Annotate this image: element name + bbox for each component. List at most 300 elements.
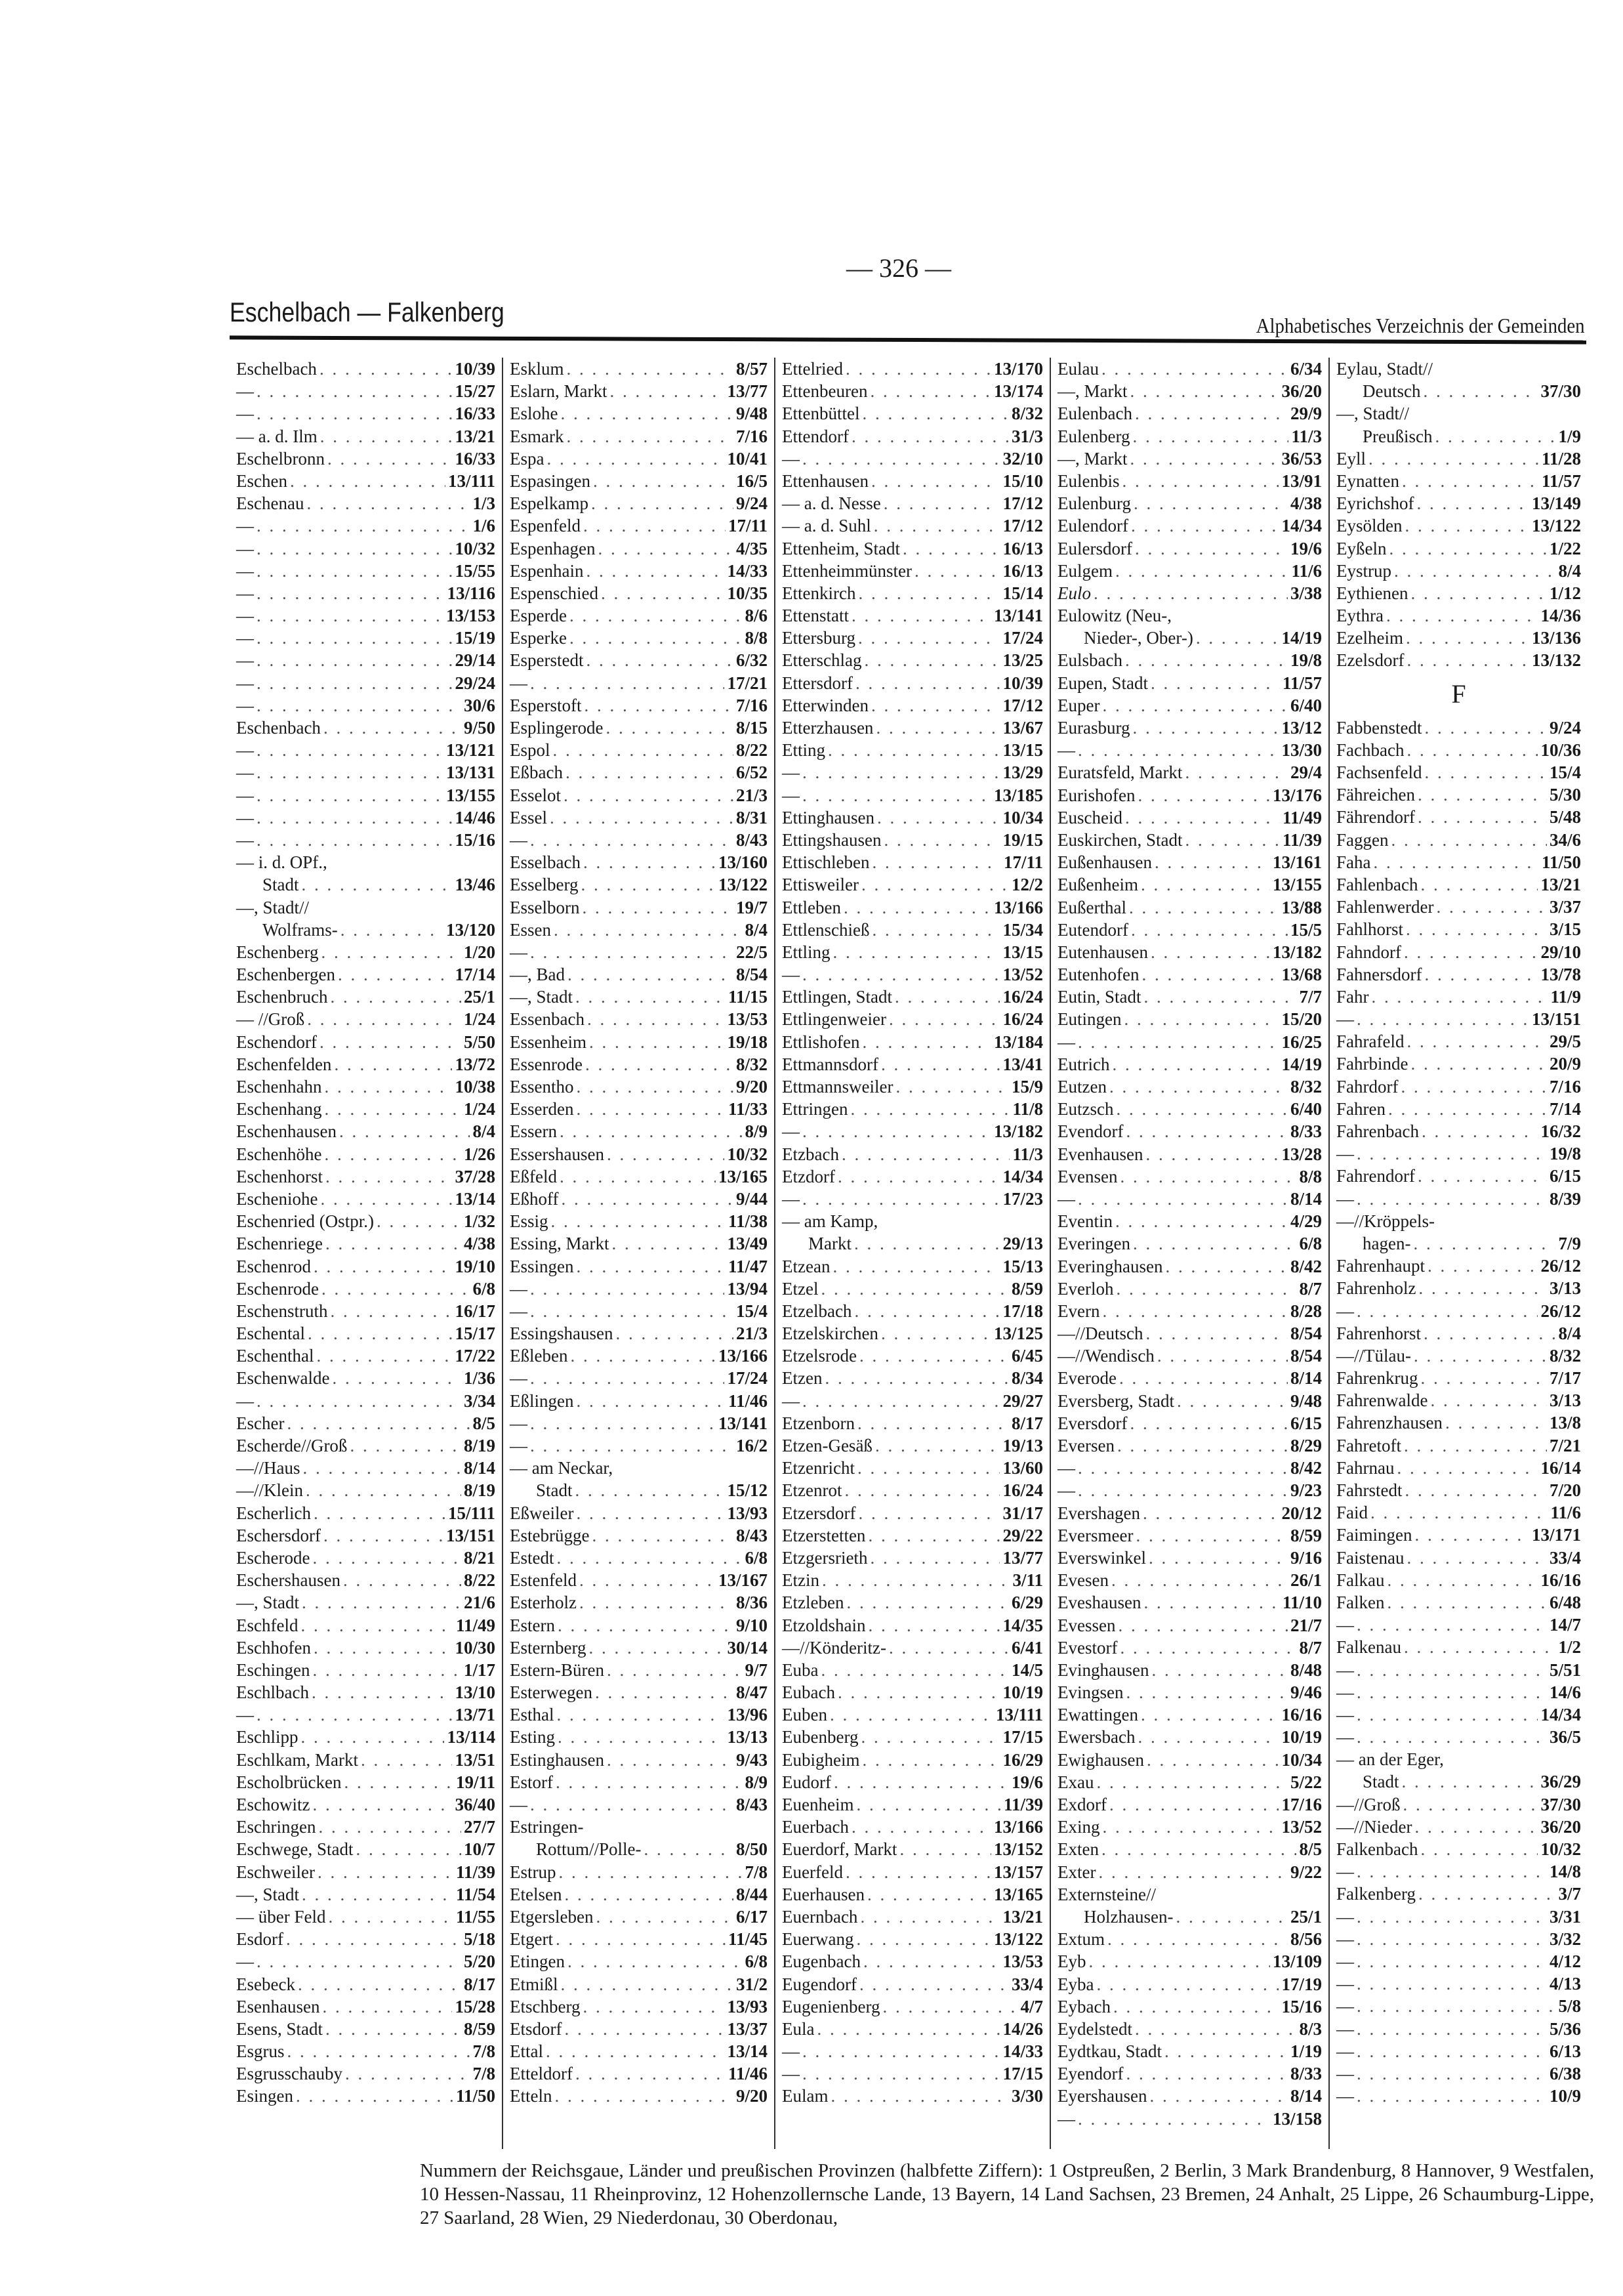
place-name: — bbox=[236, 538, 254, 558]
region-reference: 14/34 bbox=[1002, 1166, 1043, 1186]
place-name: — bbox=[1336, 1727, 1354, 1747]
place-name: Eyll bbox=[1336, 448, 1366, 469]
dot-leader bbox=[325, 2018, 461, 2040]
region-reference: 14/34 bbox=[1281, 516, 1322, 536]
dot-leader bbox=[846, 358, 991, 380]
index-entry bbox=[1336, 1883, 1581, 1905]
place-name: Esenhausen bbox=[236, 1996, 320, 2016]
region-reference: 25/1 bbox=[1290, 1906, 1322, 1927]
region-reference: 13/51 bbox=[455, 1749, 495, 1770]
dot-leader bbox=[864, 649, 1000, 671]
place-name: Essen bbox=[510, 919, 551, 940]
index-entry bbox=[236, 380, 495, 402]
place-name: Eulsbach bbox=[1058, 650, 1122, 671]
dot-leader bbox=[589, 1031, 725, 1053]
index-entry bbox=[782, 941, 1043, 963]
place-name: — bbox=[236, 1952, 254, 1972]
region-reference: 29/24 bbox=[455, 673, 495, 693]
dot-leader bbox=[1406, 918, 1547, 940]
region-reference: 13/13 bbox=[727, 1727, 768, 1747]
place-name: Wolframs- bbox=[262, 919, 338, 940]
dot-leader bbox=[858, 1502, 1000, 1524]
index-entry bbox=[236, 1771, 495, 1793]
place-name: Estenfeld bbox=[510, 1570, 577, 1591]
dot-leader bbox=[583, 514, 726, 537]
place-name: —, Stadt// bbox=[1336, 404, 1410, 424]
index-entry bbox=[1058, 739, 1322, 761]
place-name: Faistenau bbox=[1336, 1547, 1405, 1568]
dot-leader bbox=[903, 537, 1000, 560]
index-entry bbox=[782, 1771, 1043, 1793]
place-name: Rottum//Polle- bbox=[536, 1839, 642, 1860]
region-reference: 19/11 bbox=[455, 1772, 495, 1792]
dot-leader bbox=[838, 1165, 1000, 1188]
dot-leader bbox=[1149, 2085, 1288, 2107]
place-name: Eulenbach bbox=[1058, 404, 1132, 424]
region-reference: 26/12 bbox=[1540, 1301, 1581, 1321]
index-entry bbox=[782, 1502, 1043, 1524]
dot-leader bbox=[855, 672, 1000, 694]
region-reference: 36/29 bbox=[1540, 1772, 1581, 1792]
dot-leader bbox=[1135, 2018, 1297, 2040]
index-entry bbox=[1058, 1210, 1322, 1232]
dot-leader bbox=[598, 537, 733, 560]
region-reference: 15/4 bbox=[1549, 762, 1581, 782]
dot-leader bbox=[846, 1591, 1009, 1614]
dot-leader bbox=[312, 1681, 453, 1703]
place-name: Eschlbach bbox=[236, 1682, 309, 1703]
region-reference: 7/8 bbox=[472, 2064, 495, 2084]
region-reference: 13/41 bbox=[1002, 1054, 1043, 1074]
place-name: Faggen bbox=[1336, 829, 1389, 850]
dot-leader bbox=[596, 1906, 733, 1928]
dot-leader bbox=[1406, 627, 1529, 649]
index-entry bbox=[510, 1793, 768, 1816]
place-name: Eubigheim bbox=[782, 1749, 860, 1770]
region-reference: 13/14 bbox=[727, 2041, 768, 2062]
region-reference: 13/78 bbox=[1540, 964, 1581, 984]
place-name: Eversen bbox=[1058, 1436, 1115, 1455]
place-name: Estorf bbox=[510, 1772, 553, 1792]
dot-leader bbox=[287, 1412, 470, 1434]
region-reference: 6/8 bbox=[472, 1278, 495, 1299]
dot-leader bbox=[1410, 582, 1547, 604]
dot-leader bbox=[576, 1502, 724, 1524]
place-name: Essingen bbox=[510, 1256, 574, 1276]
index-entry bbox=[236, 1278, 495, 1300]
region-reference: 8/31 bbox=[735, 807, 768, 827]
index-entry bbox=[510, 806, 768, 829]
index-entry bbox=[1058, 1906, 1322, 1928]
dot-leader bbox=[1132, 717, 1279, 739]
place-name: Euerwang bbox=[782, 1929, 854, 1950]
index-entry bbox=[1336, 402, 1581, 425]
dot-leader bbox=[257, 604, 443, 627]
region-reference: 14/36 bbox=[1540, 606, 1581, 626]
dot-leader bbox=[1151, 672, 1280, 694]
index-entry bbox=[236, 672, 495, 694]
region-reference: 29/27 bbox=[1002, 1390, 1043, 1411]
place-name: Etzenborn bbox=[782, 1413, 855, 1433]
dot-leader bbox=[257, 537, 452, 560]
place-name: Eschenhorst bbox=[236, 1166, 323, 1186]
region-reference: 11/46 bbox=[728, 1390, 768, 1411]
region-reference: 11/28 bbox=[1541, 448, 1581, 469]
place-name: Eschenhahn bbox=[236, 1077, 322, 1096]
index-entry bbox=[510, 448, 768, 470]
place-name: Escheniohe bbox=[236, 1188, 318, 1209]
dot-leader bbox=[1177, 1390, 1288, 1412]
index-entry bbox=[782, 1569, 1043, 1591]
index-entry bbox=[1058, 1120, 1322, 1142]
place-name: Fahrenzhausen bbox=[1336, 1413, 1443, 1433]
region-reference: 13/157 bbox=[993, 1862, 1043, 1882]
place-name: Eula bbox=[782, 2018, 815, 2039]
index-entry bbox=[236, 1637, 495, 1659]
region-reference: 31/17 bbox=[1002, 1503, 1043, 1523]
dot-leader bbox=[822, 1569, 1010, 1591]
region-reference: 1/36 bbox=[463, 1368, 495, 1388]
region-reference: 13/77 bbox=[727, 381, 768, 402]
region-reference: 16/16 bbox=[1281, 1705, 1322, 1725]
dot-leader bbox=[1418, 1165, 1547, 1187]
place-name: Esklum bbox=[510, 359, 564, 379]
index-entry bbox=[1336, 1030, 1581, 1053]
index-entry bbox=[1058, 672, 1322, 694]
region-reference: 13/93 bbox=[727, 1996, 768, 2016]
region-reference: 11/39 bbox=[1003, 1795, 1043, 1814]
index-entry bbox=[782, 1390, 1043, 1412]
index-entry bbox=[1336, 1770, 1581, 1793]
region-reference: 11/57 bbox=[1282, 673, 1322, 693]
region-reference: 8/28 bbox=[1290, 1301, 1322, 1321]
dot-leader bbox=[802, 963, 1000, 986]
region-reference: 10/19 bbox=[1281, 1727, 1322, 1747]
region-reference: 8/5 bbox=[472, 1413, 495, 1433]
index-entry bbox=[1336, 1457, 1581, 1479]
index-entry bbox=[510, 1232, 768, 1255]
dot-leader bbox=[1357, 1860, 1547, 1883]
dot-leader bbox=[1116, 1278, 1296, 1300]
region-reference: 17/19 bbox=[1281, 1974, 1322, 1994]
place-name: Fahrbinde bbox=[1336, 1054, 1408, 1074]
index-entry bbox=[510, 1165, 768, 1188]
index-entry bbox=[1336, 1255, 1581, 1277]
place-name: Espasingen bbox=[510, 470, 590, 491]
region-reference: 17/15 bbox=[1002, 2064, 1043, 2084]
place-name: — bbox=[1336, 1974, 1354, 1994]
region-reference: 16/14 bbox=[1540, 1457, 1581, 1478]
region-reference: 19/13 bbox=[1002, 1436, 1043, 1455]
place-name: Everode bbox=[1058, 1368, 1117, 1388]
region-reference: 13/182 bbox=[993, 1121, 1043, 1142]
place-name: Esterholz bbox=[510, 1593, 577, 1613]
region-reference: 13/71 bbox=[455, 1705, 495, 1725]
dot-leader bbox=[870, 1547, 1000, 1569]
region-reference: 9/46 bbox=[1290, 1682, 1322, 1703]
dot-leader bbox=[1435, 425, 1555, 448]
region-reference: 10/38 bbox=[455, 1077, 495, 1096]
region-reference: 13/67 bbox=[1002, 718, 1043, 738]
place-name: Escher bbox=[236, 1413, 285, 1433]
place-name: Ettlenschieß bbox=[782, 919, 870, 940]
place-name: Evesen bbox=[1058, 1570, 1109, 1591]
index-entry bbox=[510, 604, 768, 627]
index-entry bbox=[510, 1861, 768, 1883]
place-name: Ettenbüttel bbox=[782, 404, 860, 424]
index-entry bbox=[1336, 918, 1581, 940]
index-entry bbox=[782, 1637, 1043, 1659]
place-name: Eschweiler bbox=[236, 1862, 315, 1882]
index-entry bbox=[1336, 1008, 1581, 1030]
dot-leader bbox=[302, 1883, 453, 1906]
place-name: Etterzhausen bbox=[782, 718, 874, 738]
place-name: Ettisweiler bbox=[782, 875, 859, 895]
index-entry bbox=[782, 1143, 1043, 1165]
place-name: Etschberg bbox=[510, 1996, 581, 2016]
region-reference: 6/8 bbox=[1299, 1234, 1322, 1254]
region-reference: 13/68 bbox=[1281, 965, 1322, 985]
place-name: Eßlingen bbox=[510, 1390, 574, 1411]
place-name: — bbox=[236, 628, 254, 648]
dot-leader bbox=[290, 470, 445, 492]
region-reference: 13/10 bbox=[455, 1682, 495, 1703]
region-reference: 8/47 bbox=[735, 1682, 768, 1703]
place-name: Eschendorf bbox=[236, 1032, 317, 1052]
dot-leader bbox=[1135, 402, 1288, 425]
index-entry bbox=[782, 492, 1043, 514]
region-reference: 6/17 bbox=[735, 1906, 768, 1927]
index-entry bbox=[510, 560, 768, 582]
region-reference: 29/13 bbox=[1002, 1234, 1043, 1254]
place-name: Essel bbox=[510, 807, 547, 827]
index-entry bbox=[510, 627, 768, 649]
dot-leader bbox=[1357, 1906, 1547, 1928]
dot-leader bbox=[325, 1232, 461, 1255]
index-entry bbox=[510, 492, 768, 514]
place-name: — bbox=[1336, 2018, 1354, 2039]
place-name: Holzhausen- bbox=[1084, 1906, 1174, 1927]
place-name: — über Feld bbox=[236, 1906, 326, 1927]
index-entry bbox=[1058, 2085, 1322, 2107]
region-reference: 10/39 bbox=[455, 359, 495, 379]
index-entry bbox=[236, 1120, 495, 1142]
place-name: — bbox=[510, 1795, 527, 1814]
dot-leader bbox=[1430, 1389, 1547, 1411]
region-reference: 15/13 bbox=[1002, 1256, 1043, 1276]
dot-leader bbox=[884, 829, 1000, 851]
place-name: Eutzsch bbox=[1058, 1099, 1114, 1119]
index-entry bbox=[782, 1098, 1043, 1120]
index-entry bbox=[1336, 1232, 1581, 1255]
region-reference: 17/21 bbox=[727, 673, 768, 693]
region-reference: 13/182 bbox=[1272, 942, 1322, 962]
place-name: Essig bbox=[510, 1211, 548, 1232]
index-entry bbox=[1336, 941, 1581, 963]
dot-leader bbox=[530, 829, 733, 851]
place-name: Eulenberg bbox=[1058, 426, 1130, 446]
region-reference: 15/28 bbox=[455, 1996, 495, 2016]
place-name: — bbox=[782, 1121, 800, 1142]
place-name: Eutenhofen bbox=[1058, 965, 1140, 985]
region-reference: 29/9 bbox=[1290, 404, 1322, 424]
place-name: Eschelbronn bbox=[236, 448, 325, 469]
index-entry bbox=[1058, 649, 1322, 671]
dot-leader bbox=[1078, 1188, 1288, 1210]
dot-leader bbox=[560, 1120, 743, 1142]
dot-leader bbox=[530, 1300, 733, 1322]
dot-leader bbox=[308, 1322, 453, 1345]
place-name: Eschershausen bbox=[236, 1570, 340, 1591]
region-reference: 9/24 bbox=[1549, 717, 1581, 738]
place-name: Etzenricht bbox=[782, 1458, 855, 1478]
index-entry bbox=[236, 627, 495, 649]
dot-leader bbox=[1118, 1614, 1288, 1637]
dot-leader bbox=[1357, 2040, 1547, 2062]
place-name: Esgrusschauby bbox=[236, 2064, 342, 2084]
index-entry bbox=[782, 829, 1043, 851]
region-reference: 16/33 bbox=[455, 404, 495, 424]
dot-leader bbox=[1078, 2108, 1270, 2130]
dot-leader bbox=[834, 1771, 1009, 1793]
place-name: Eschfeld bbox=[236, 1615, 298, 1635]
place-name: Eubenberg bbox=[782, 1727, 859, 1747]
dot-leader bbox=[1401, 1075, 1547, 1098]
dot-leader bbox=[895, 1075, 1009, 1098]
dot-leader bbox=[530, 1412, 716, 1434]
region-reference: 7/16 bbox=[735, 426, 768, 446]
place-name: Eventin bbox=[1058, 1211, 1113, 1232]
place-name: Etzelsrode bbox=[782, 1346, 857, 1366]
region-reference: 8/29 bbox=[1290, 1436, 1322, 1455]
region-reference: 8/15 bbox=[735, 718, 768, 738]
dot-leader bbox=[607, 1659, 743, 1681]
place-name: Euba bbox=[782, 1659, 819, 1680]
dot-leader bbox=[1185, 829, 1280, 851]
region-reference: 8/54 bbox=[1290, 1346, 1322, 1366]
place-name: Etgersleben bbox=[510, 1906, 594, 1927]
index-entry bbox=[236, 1232, 495, 1255]
dot-leader bbox=[867, 1883, 991, 1906]
place-name: — bbox=[1336, 1704, 1354, 1724]
index-entry bbox=[1336, 537, 1581, 560]
index-entry bbox=[1336, 604, 1581, 627]
index-entry bbox=[1058, 470, 1322, 492]
region-reference: 4/38 bbox=[463, 1234, 495, 1254]
place-name: Eutingen bbox=[1058, 1009, 1122, 1030]
region-reference: 15/4 bbox=[735, 1301, 768, 1321]
index-entry bbox=[1058, 1098, 1322, 1120]
dot-leader bbox=[1112, 1053, 1279, 1075]
place-name: Esselot bbox=[510, 785, 561, 805]
index-entry bbox=[510, 380, 768, 402]
place-name: — bbox=[510, 1278, 527, 1299]
dot-leader bbox=[1145, 1322, 1288, 1345]
region-reference: 8/54 bbox=[735, 965, 768, 985]
place-name: Fahren bbox=[1336, 1098, 1386, 1119]
region-reference: 9/10 bbox=[735, 1615, 768, 1635]
region-reference: 11/50 bbox=[1541, 852, 1581, 872]
region-reference: 8/19 bbox=[463, 1480, 495, 1501]
index-entry bbox=[782, 1816, 1043, 1838]
place-name: Eßbach bbox=[510, 762, 563, 783]
place-name: Esens, Stadt bbox=[236, 2018, 323, 2039]
place-name: Exten bbox=[1058, 1839, 1099, 1860]
place-name: Ettringen bbox=[782, 1099, 848, 1119]
place-name: — bbox=[510, 1436, 527, 1455]
place-name: Estinghausen bbox=[510, 1749, 604, 1770]
place-name: Eynatten bbox=[1336, 470, 1399, 491]
place-name: Euper bbox=[1058, 695, 1100, 715]
dot-leader bbox=[1125, 649, 1288, 671]
dot-leader bbox=[585, 1053, 733, 1075]
index-entry bbox=[1058, 448, 1322, 470]
region-reference: 5/30 bbox=[1549, 785, 1581, 805]
index-entry bbox=[1058, 425, 1322, 448]
place-name: —//Groß bbox=[1336, 1794, 1401, 1814]
index-entry bbox=[782, 1591, 1043, 1614]
place-name: Exdorf bbox=[1058, 1795, 1107, 1814]
dot-leader bbox=[350, 1434, 461, 1457]
region-reference: 8/8 bbox=[1299, 1166, 1322, 1186]
place-name: Markt bbox=[808, 1234, 852, 1254]
index-entry bbox=[510, 1547, 768, 1569]
dot-leader bbox=[1125, 806, 1280, 829]
dot-leader bbox=[558, 1726, 724, 1748]
place-name: Eveshausen bbox=[1058, 1593, 1141, 1613]
region-reference: 4/12 bbox=[1549, 1951, 1581, 1971]
dot-leader bbox=[257, 514, 470, 537]
region-reference: 19/6 bbox=[1011, 1772, 1043, 1792]
index-entry bbox=[1336, 1479, 1581, 1501]
region-reference: 31/2 bbox=[735, 1974, 768, 1994]
place-name: — bbox=[1336, 1615, 1354, 1635]
place-name: — bbox=[782, 762, 800, 783]
dot-leader bbox=[559, 1861, 743, 1883]
index-entry bbox=[1058, 1188, 1322, 1210]
place-name: Eudorf bbox=[782, 1772, 831, 1792]
index-column-1 bbox=[230, 358, 502, 2149]
index-entry bbox=[510, 1188, 768, 1210]
index-entry bbox=[782, 1928, 1043, 1950]
index-entry bbox=[782, 986, 1043, 1008]
dot-leader bbox=[1410, 1053, 1547, 1075]
dot-leader bbox=[556, 1928, 726, 1950]
region-reference: 5/50 bbox=[463, 1032, 495, 1052]
region-reference: 15/9 bbox=[1011, 1077, 1043, 1096]
index-entry bbox=[782, 1075, 1043, 1098]
region-reference: 7/17 bbox=[1549, 1368, 1581, 1388]
region-reference: 13/141 bbox=[993, 606, 1043, 626]
dot-leader bbox=[1418, 1883, 1556, 1905]
region-reference: 7/16 bbox=[735, 695, 768, 715]
dot-leader bbox=[312, 1793, 452, 1816]
dot-leader bbox=[1424, 761, 1547, 783]
index-entry bbox=[1336, 2018, 1581, 2040]
region-reference: 8/17 bbox=[1011, 1413, 1043, 1433]
place-name: Evern bbox=[1058, 1301, 1100, 1321]
index-column-5 bbox=[1328, 358, 1588, 2149]
index-entry bbox=[1336, 1300, 1581, 1322]
region-reference: 15/12 bbox=[727, 1480, 768, 1501]
region-reference: 17/24 bbox=[1002, 628, 1043, 648]
region-reference: 5/48 bbox=[1549, 807, 1581, 827]
dot-leader bbox=[564, 1883, 733, 1906]
index-entry bbox=[1336, 1703, 1581, 1726]
place-name: Etzersdorf bbox=[782, 1503, 856, 1523]
place-name: — bbox=[1336, 1862, 1354, 1882]
index-entry bbox=[1058, 1928, 1322, 1950]
